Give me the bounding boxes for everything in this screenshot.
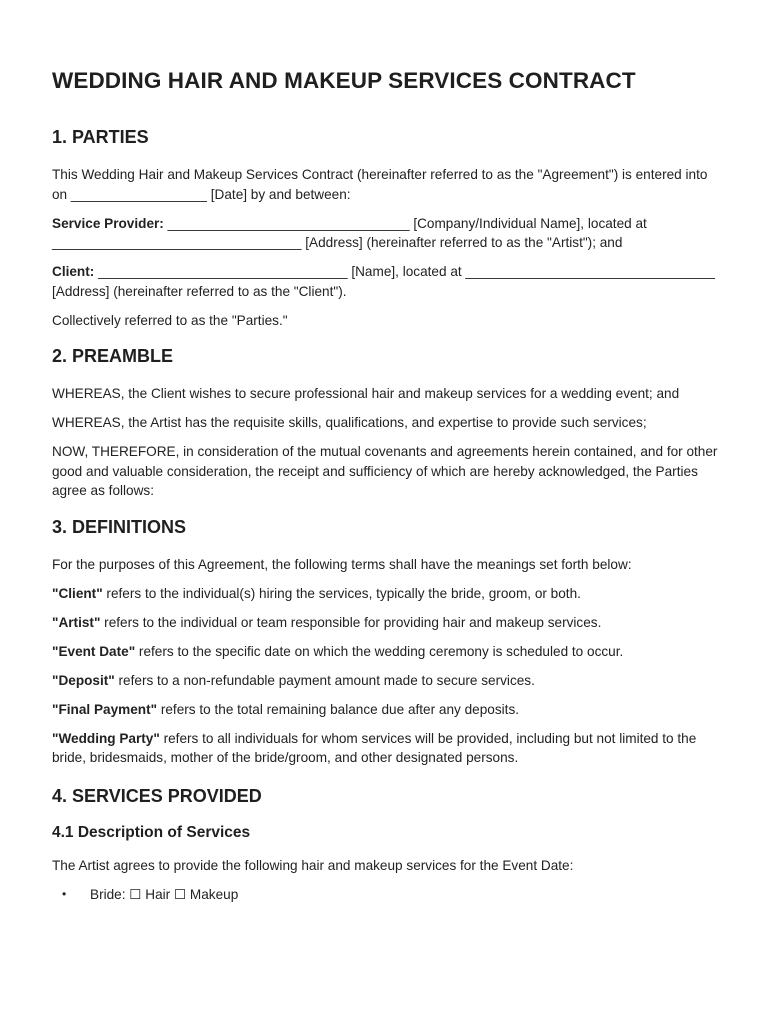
definition-term: "Artist" [52,614,101,630]
client-label: Client: [52,264,95,279]
list-item-text: Bride: ☐ Hair ☐ Makeup [90,886,239,902]
section-heading-parties: 1. PARTIES [52,127,149,147]
definition-term: "Event Date" [52,643,136,659]
service-provider-label: Service Provider: [52,215,164,231]
definition-item [52,729,720,768]
service-provider-text: ________________________________ [Company/Individual Name], located at _________________________________ [Address] (hereinafter referred to as the "Artist"); and [52,215,647,250]
parties-intro: This Wedding Hair and Makeup Services Contract (hereinafter referred to as the "Agreement") is entered into on __________________ [Date] by and between: [52,167,708,202]
list-item [52,885,720,905]
definition-text: refers to the individual or team responsible for providing hair and makeup services. [100,614,602,630]
definition-term: "Wedding Party" [52,730,160,746]
section-heading-definitions: 3. DEFINITIONS [52,516,187,537]
preamble-paragraph-1: WHEREAS, the Client wishes to secure professional hair and makeup services for a wedding event; and [52,386,680,401]
client-text: _________________________________ [Name], located at _________________________________ [Address] (hereinafter referred to as the "Client"). [52,264,715,299]
definition-term: "Final Payment" [52,701,158,717]
definition-term: "Deposit" [52,672,115,688]
definition-item [52,671,720,691]
document-title: WEDDING HAIR AND MAKEUP SERVICES CONTRACT [52,68,636,93]
parties-collective: Collectively referred to as the "Parties." [52,312,288,328]
services-intro: The Artist agrees to provide the following hair and makeup services for the Event Date: [52,857,574,873]
subsection-heading-description: 4.1 Description of Services [52,823,251,841]
definition-text: refers to the specific date on which the wedding ceremony is scheduled to occur. [135,643,624,659]
bullet-icon: • [62,886,67,901]
definition-text: refers to all individuals for whom services will be provided, including but not limited to the bride, bridesmaids, mother of the bride/groom, and other designated persons. [52,730,697,765]
contract-page [52,68,720,904]
definition-text: refers to the individual(s) hiring the services, typically the bride, groom, or both. [102,585,581,601]
services-list [52,885,720,905]
definition-item [52,584,720,604]
definition-item [52,613,720,633]
definition-item [52,700,720,720]
client-paragraph [52,262,720,301]
section-heading-services: 4. SERVICES PROVIDED [52,785,262,806]
definitions-intro: For the purposes of this Agreement, the following terms shall have the meanings set forth below: [52,556,632,572]
section-heading-preamble: 2. PREAMBLE [52,346,174,366]
preamble-paragraph-2: WHEREAS, the Artist has the requisite skills, qualifications, and expertise to provide such services; [52,415,647,430]
definition-term: "Client" [52,585,103,601]
definition-text: refers to a non-refundable payment amount made to secure services. [114,672,535,688]
definition-text: refers to the total remaining balance due after any deposits. [157,701,520,717]
preamble-paragraph-3: NOW, THEREFORE, in consideration of the mutual covenants and agreements herein contained, and for other good and valuable consideration, the receipt and sufficiency of which are hereby acknowledged, the Parties agree as follows: [52,444,718,498]
service-provider-paragraph [52,214,720,253]
definition-item [52,642,720,662]
